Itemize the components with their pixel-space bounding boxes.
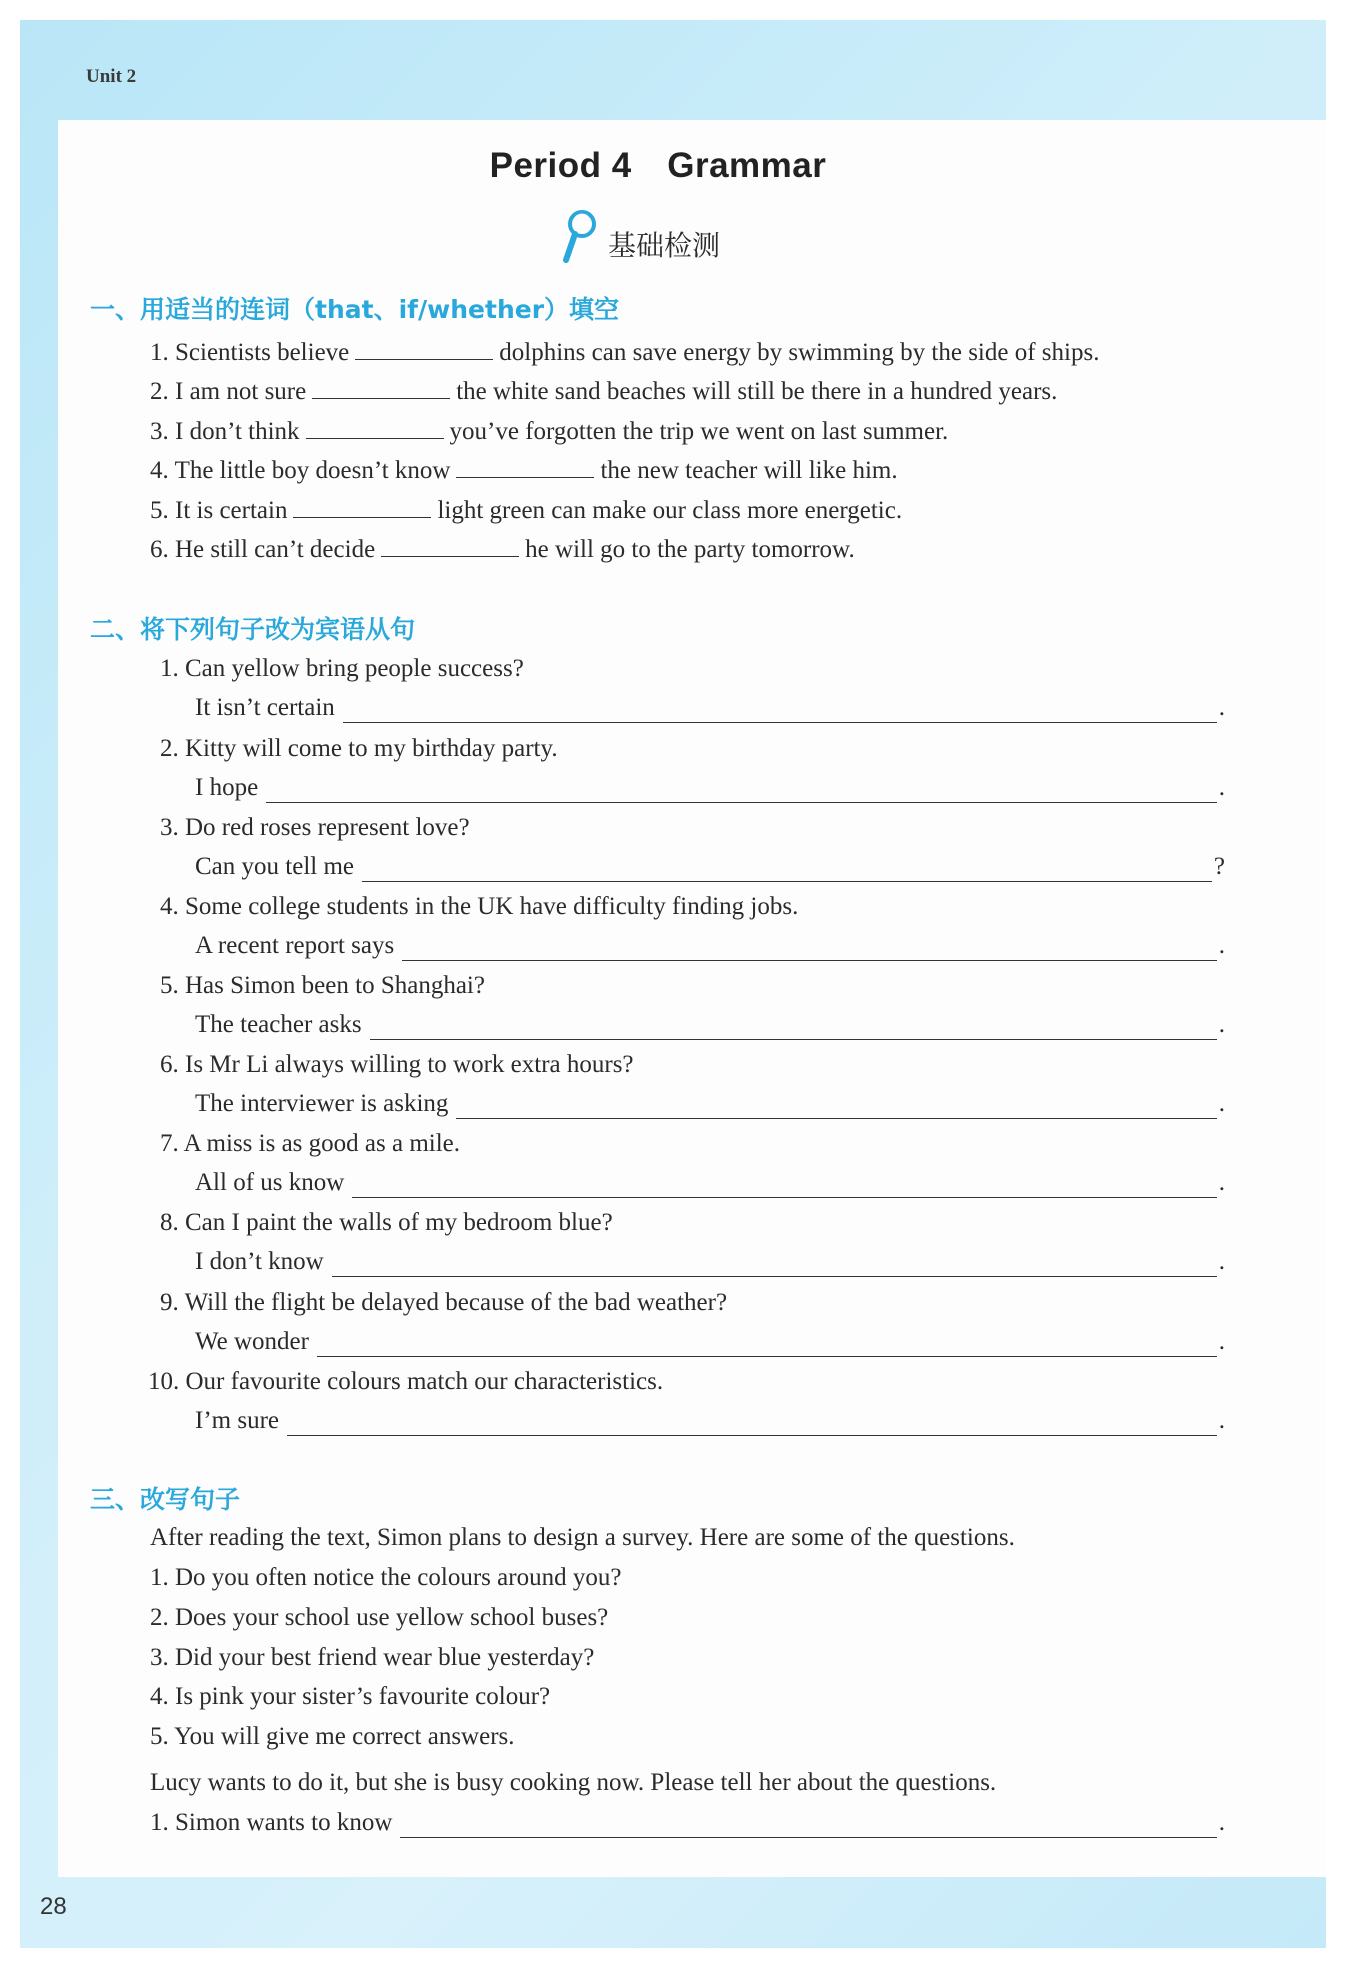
item-number: 4. <box>150 457 169 484</box>
rewrite-answer-row <box>195 1247 1225 1277</box>
item-before: I don’t think <box>175 418 300 445</box>
survey-question: 3. Did your best friend wear blue yesterday? <box>150 1644 595 1671</box>
survey-question: 4. Is pink your sister’s favourite colour? <box>150 1683 551 1710</box>
item-number: 1. <box>150 339 169 366</box>
subhead <box>560 208 720 266</box>
rewrite-question <box>160 1050 634 1080</box>
question-text: Is Mr Li always willing to work extra hours? <box>185 1051 634 1078</box>
subhead-label: 基础检测 <box>608 229 721 262</box>
item-after: he will go to the party tomorrow. <box>525 536 855 563</box>
rewrite-answer-row <box>195 1327 1225 1357</box>
question-text: Some college students in the UK have difficulty finding jobs. <box>185 893 799 920</box>
answer-end: . <box>1218 1011 1225 1038</box>
item-number: 9. <box>160 1289 179 1316</box>
fill-blank-item <box>150 376 1057 407</box>
answer-end: . <box>1218 932 1225 959</box>
survey-question: 2. Does your school use yellow school buses? <box>150 1604 609 1631</box>
answer-lead: The interviewer is asking <box>195 1090 449 1117</box>
answer-lead: A recent report says <box>195 932 395 959</box>
question-text: Has Simon been to Shanghai? <box>185 972 485 999</box>
section3-answer-row <box>150 1808 1225 1838</box>
answer-lead: I’m sure <box>195 1407 279 1434</box>
question-text: Will the flight be delayed because of the bad weather? <box>184 1289 728 1316</box>
item-before: It is certain <box>175 497 288 524</box>
rewrite-answer-row <box>195 693 1225 723</box>
item-number: 4. <box>160 893 179 920</box>
answer-end: . <box>1218 1248 1225 1275</box>
question-text: Can yellow bring people success? <box>185 655 524 682</box>
item-number: 2. <box>160 735 179 762</box>
item-number: 1. <box>160 655 179 682</box>
answer-end: . <box>1218 1169 1225 1196</box>
answer-end: . <box>1218 774 1225 801</box>
rewrite-answer-row <box>195 852 1225 882</box>
item-number: 6. <box>150 536 169 563</box>
item-before: Scientists believe <box>175 339 350 366</box>
item-after: dolphins can save energy by swimming by the side of ships. <box>499 339 1100 366</box>
rewrite-question <box>160 734 558 764</box>
answer-end: ? <box>1213 853 1225 880</box>
answer-end: . <box>1218 694 1225 721</box>
blank-input[interactable] <box>381 534 519 557</box>
page-title: Period 4 Grammar <box>489 146 827 185</box>
item-number: 5. <box>150 497 169 524</box>
rewrite-question <box>160 892 798 922</box>
answer-lead: The teacher asks <box>195 1011 362 1038</box>
answer-end: . <box>1218 1809 1225 1836</box>
answer-blank[interactable] <box>370 1015 1217 1040</box>
fill-blank-item <box>150 534 855 565</box>
blank-input[interactable] <box>456 455 594 478</box>
rewrite-answer-row <box>195 931 1225 961</box>
section3-intro: After reading the text, Simon plans to design a survey. Here are some of the questions. <box>150 1524 1015 1551</box>
survey-question: 5. You will give me correct answers. <box>150 1723 515 1750</box>
answer-blank[interactable] <box>343 698 1217 723</box>
rewrite-answer-row <box>195 773 1225 803</box>
answer-blank[interactable] <box>317 1332 1217 1357</box>
question-text: A miss is as good as a mile. <box>183 1130 461 1157</box>
answer-end: . <box>1218 1090 1225 1117</box>
item-after: the new teacher will like him. <box>600 457 898 484</box>
blank-input[interactable] <box>312 376 450 399</box>
rewrite-answer-row <box>195 1010 1225 1040</box>
section2-heading: 二、将下列句子改为宾语从句 <box>90 615 416 644</box>
item-before: He still can’t decide <box>175 536 376 563</box>
blank-input[interactable] <box>306 416 444 439</box>
fill-blank-item <box>150 455 898 486</box>
answer-blank[interactable] <box>400 1813 1216 1838</box>
answer-lead: It isn’t certain <box>195 694 335 721</box>
blank-input[interactable] <box>293 495 431 518</box>
rewrite-question <box>160 971 485 1001</box>
rewrite-question <box>160 1288 727 1318</box>
item-number: 2. <box>150 378 169 405</box>
answer-lead: I hope <box>195 774 259 801</box>
item-number: 8. <box>160 1209 179 1236</box>
answer-lead: We wonder <box>195 1328 309 1355</box>
answer-blank[interactable] <box>266 778 1217 803</box>
answer-blank[interactable] <box>362 857 1212 882</box>
section3-heading: 三、改写句子 <box>90 1485 241 1514</box>
rewrite-question <box>160 813 470 843</box>
answer-blank[interactable] <box>456 1094 1216 1119</box>
item-before: The little boy doesn’t know <box>174 457 451 484</box>
rewrite-question <box>160 654 524 684</box>
answer-blank[interactable] <box>332 1252 1217 1277</box>
item-number: 5. <box>160 972 179 999</box>
item-number: 6. <box>160 1051 179 1078</box>
blank-input[interactable] <box>355 337 493 360</box>
rewrite-answer-row <box>195 1089 1225 1119</box>
question-text: Kitty will come to my birthday party. <box>185 735 558 762</box>
section3-instruction: Lucy wants to do it, but she is busy cooking now. Please tell her about the questions. <box>150 1769 997 1796</box>
survey-question: 1. Do you often notice the colours around you? <box>150 1564 622 1591</box>
answer-lead: Can you tell me <box>195 853 354 880</box>
question-text: Can I paint the walls of my bedroom blue? <box>185 1209 613 1236</box>
item-number: 3. <box>150 418 169 445</box>
question-text: Do red roses represent love? <box>185 814 470 841</box>
answer-blank[interactable] <box>402 936 1217 961</box>
rewrite-question <box>160 1129 460 1159</box>
page-number: 28 <box>40 1893 67 1920</box>
rewrite-question <box>160 1208 613 1238</box>
rewrite-answer-row <box>195 1406 1225 1436</box>
answer-lead: 1. Simon wants to know <box>150 1809 393 1836</box>
answer-lead: All of us know <box>195 1169 345 1196</box>
item-after: light green can make our class more energetic. <box>437 497 903 524</box>
answer-lead: I don’t know <box>195 1248 324 1275</box>
item-after: you’ve forgotten the trip we went on last summer. <box>449 418 949 445</box>
answer-blank[interactable] <box>352 1173 1216 1198</box>
item-number: 3. <box>160 814 179 841</box>
magnifier-icon <box>560 208 600 266</box>
item-after: the white sand beaches will still be there in a hundred years. <box>456 378 1058 405</box>
fill-blank-item <box>150 495 902 526</box>
answer-end: . <box>1218 1328 1225 1355</box>
item-number: 7. <box>160 1130 179 1157</box>
fill-blank-item <box>150 416 948 447</box>
rewrite-answer-row <box>195 1168 1225 1198</box>
item-before: I am not sure <box>175 378 307 405</box>
answer-end: . <box>1218 1407 1225 1434</box>
unit-label: Unit 2 <box>86 66 137 87</box>
answer-blank[interactable] <box>287 1411 1217 1436</box>
fill-blank-item <box>150 337 1099 368</box>
rewrite-question <box>148 1367 663 1397</box>
section1-heading: 一、用适当的连词（that、if/whether）填空 <box>90 295 620 324</box>
item-number: 10. <box>148 1368 180 1395</box>
question-text: Our favourite colours match our characteristics. <box>185 1368 664 1395</box>
